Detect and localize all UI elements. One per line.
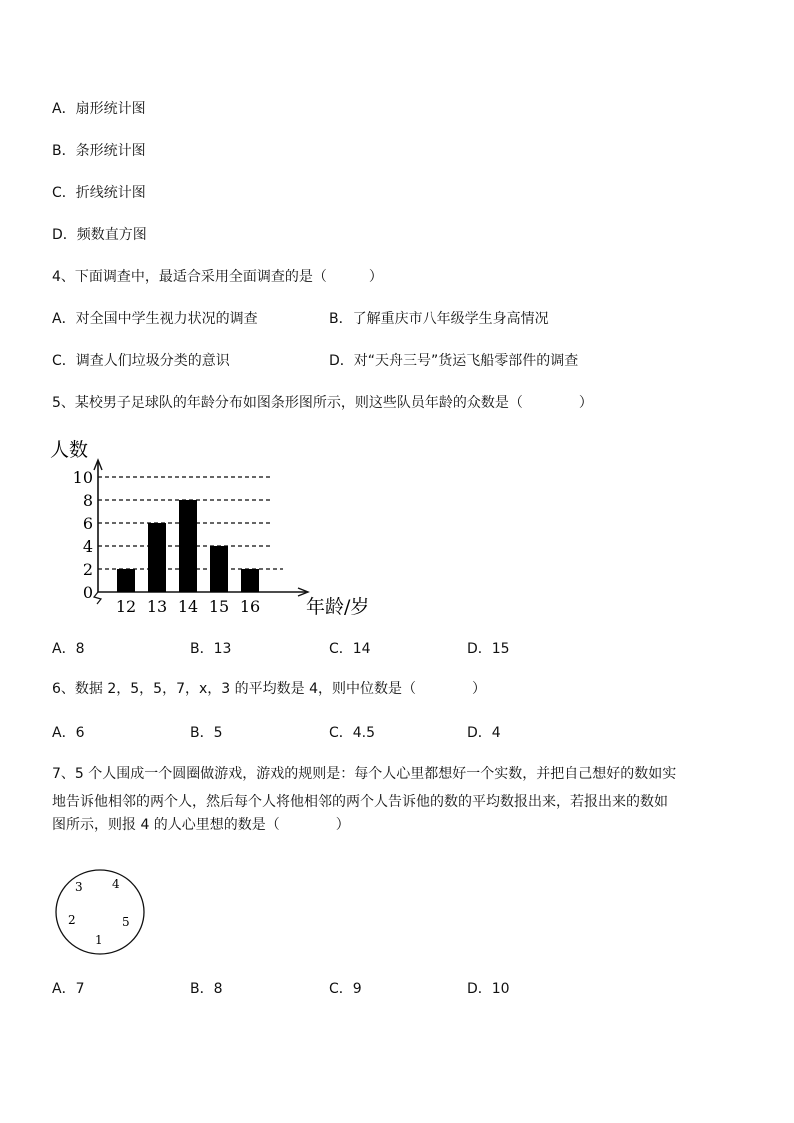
bar (148, 523, 166, 592)
circle-number: 5 (122, 915, 130, 929)
q3-option-c: C．折线统计图 (52, 185, 146, 201)
y-axis-label: 人数 (50, 439, 89, 461)
q5-option-c: C．14 (329, 641, 371, 657)
q4-option-c: C．调查人们垃圾分类的意识 (52, 353, 230, 369)
x-tick-label: 14 (177, 597, 199, 616)
q6-stem: 6、数据 2，5，5，7，x，3 的平均数是 4，则中位数是（ ） (52, 681, 486, 697)
q6-option-a: A．6 (52, 725, 85, 741)
q7-stem-line-2: 地告诉他相邻的两个人，然后每个人将他相邻的两个人告诉他的数的平均数报出来，若报出来的数如 (52, 794, 668, 810)
q7-option-c: C．9 (329, 981, 362, 997)
y-tick-label: 4 (82, 537, 93, 556)
x-axis-label: 年龄/岁 (306, 596, 370, 618)
circle-number: 4 (112, 877, 120, 891)
age-bar-chart (48, 432, 378, 626)
bar (117, 569, 135, 592)
bar (241, 569, 259, 592)
y-tick-label: 2 (82, 560, 93, 579)
q7-option-d: D．10 (467, 981, 510, 997)
x-tick-label: 13 (146, 597, 168, 616)
bar (179, 500, 197, 592)
q6-option-c: C．4.5 (329, 725, 376, 741)
q7-stem-line-3: 图所示，则报 4 的人心里想的数是（ ） (52, 817, 350, 833)
q4-option-d: D．对“天舟三号”货运飞船零部件的调查 (329, 353, 579, 369)
q5-stem: 5、某校男子足球队的年龄分布如图条形图所示，则这些队员年龄的众数是（ ） (52, 395, 593, 411)
y-tick-label: 0 (82, 583, 93, 602)
q5-option-b: B．13 (190, 641, 232, 657)
q4-option-a: A．对全国中学生视力状况的调查 (52, 311, 258, 327)
q7-stem-line-1: 7、5 个人围成一个圆圈做游戏，游戏的规则是：每个人心里都想好一个实数，并把自己想好的数如实 (52, 766, 677, 782)
y-tick-label: 10 (72, 468, 93, 487)
number-circle-svg (54, 866, 148, 956)
x-tick-label: 16 (239, 597, 261, 616)
q7-option-b: B．8 (190, 981, 223, 997)
axis-break-mark (94, 592, 101, 604)
circle-number: 3 (75, 880, 83, 894)
q3-option-a: A．扇形统计图 (52, 101, 146, 117)
q7-option-a: A．7 (52, 981, 85, 997)
q3-option-d: D．频数直方图 (52, 227, 147, 243)
q6-option-d: D．4 (467, 725, 501, 741)
q4-stem: 4、下面调查中，最适合采用全面调查的是（ ） (52, 269, 383, 285)
x-tick-label: 15 (208, 597, 230, 616)
circle-number: 1 (95, 933, 103, 947)
y-tick-label: 8 (82, 491, 93, 510)
circle-number: 2 (68, 913, 76, 927)
bar (210, 546, 228, 592)
q4-option-b: B．了解重庆市八年级学生身高情况 (329, 311, 549, 327)
age-bar-chart-svg (48, 432, 378, 622)
y-tick-label: 6 (82, 514, 93, 533)
q3-option-b: B．条形统计图 (52, 143, 146, 159)
q6-option-b: B．5 (190, 725, 223, 741)
q5-option-a: A．8 (52, 641, 85, 657)
q5-option-d: D．15 (467, 641, 510, 657)
x-tick-label: 12 (115, 597, 137, 616)
number-circle-figure (54, 866, 148, 960)
